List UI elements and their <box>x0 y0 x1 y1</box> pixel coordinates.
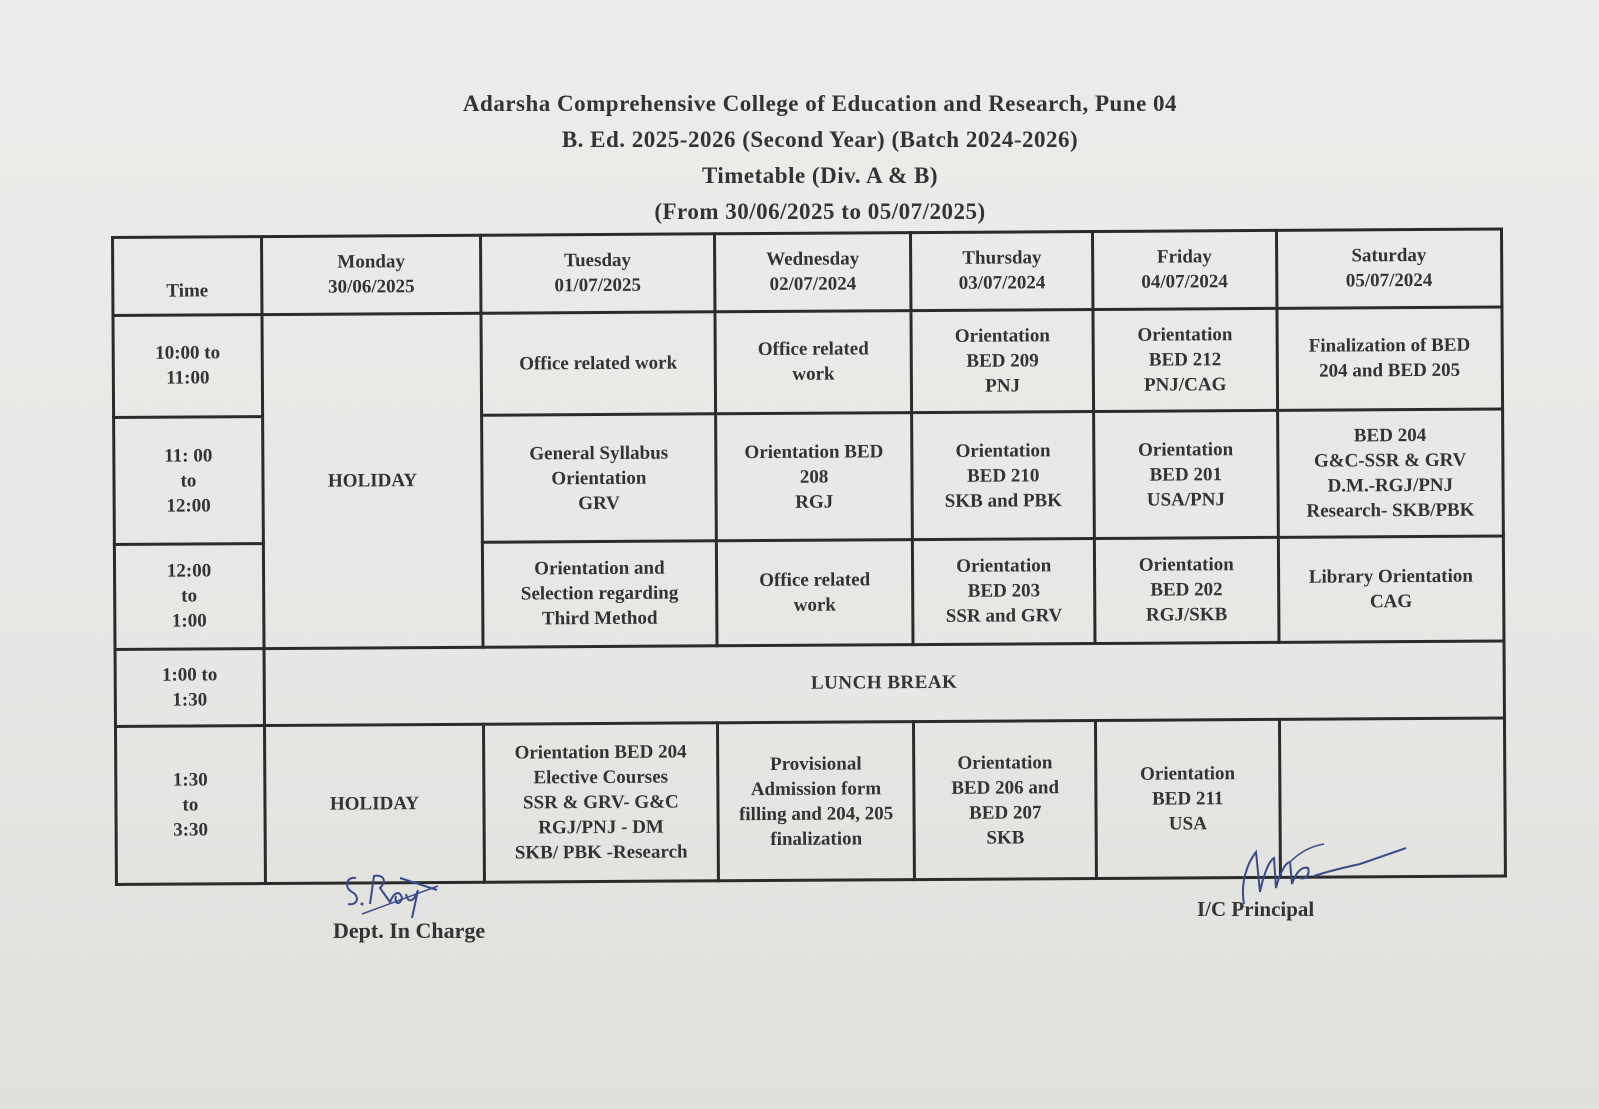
class-cell: Orientation BED 204 Elective Courses SSR & GRV- G&C RGJ/PNJ - DM SKB/ PBK -Research <box>484 723 718 882</box>
course-line: B. Ed. 2025-2026 (Second Year) (Batch 2024-2026) <box>561 127 1079 152</box>
principal-label: I/C Principal <box>1197 897 1315 921</box>
college-name: Adarsha Comprehensive College of Education and Research, Pune 04 <box>462 91 1178 116</box>
class-cell: Orientation BED 211 USA <box>1095 720 1280 879</box>
class-cell: Office related work <box>481 312 715 416</box>
class-cell: Finalization of BED 204 and BED 205 <box>1277 307 1503 411</box>
class-cell: Office related work <box>715 310 912 414</box>
time-cell: 1:00 to 1:30 <box>115 648 264 727</box>
class-cell: Orientation and Selection regarding Third Method <box>483 541 717 647</box>
lunch-row <box>115 640 1504 726</box>
class-cell: Provisional Admission form filling and 204, 205 finalization <box>717 722 915 881</box>
day-header: Saturday 05/07/2024 <box>1276 229 1502 308</box>
class-cell: Orientation BED 208 RGJ <box>715 413 913 541</box>
header-row <box>113 229 1502 315</box>
class-cell: Orientation BED 203 SSR and GRV <box>913 539 1095 645</box>
lunch-break-cell: LUNCH BREAK <box>264 640 1505 725</box>
day-header: Tuesday 01/07/2025 <box>481 234 715 313</box>
class-cell: Orientation BED 202 RGJ/SKB <box>1094 537 1278 643</box>
day-header: Wednesday 02/07/2024 <box>714 233 911 312</box>
dept-in-charge-label: Dept. In Charge <box>333 918 486 943</box>
timetable-title: Timetable (Div. A & B) <box>701 163 939 188</box>
principal-signature <box>1230 832 1420 922</box>
timetable <box>111 227 1507 885</box>
holiday-cell: HOLIDAY <box>262 313 483 648</box>
day-header: Thursday 03/07/2024 <box>911 232 1093 311</box>
time-cell: 12:00 to 1:00 <box>114 544 264 649</box>
class-cell: Library Orientation CAG <box>1278 536 1504 642</box>
table-row <box>113 307 1503 418</box>
day-header: Friday 04/07/2024 <box>1092 230 1276 309</box>
date-range: (From 30/06/2025 to 05/07/2025) <box>654 199 986 224</box>
dept-in-charge-signature <box>342 866 452 926</box>
time-cell: 11: 00 to 12:00 <box>114 417 264 545</box>
class-cell: Orientation BED 209 PNJ <box>911 309 1093 412</box>
class-cell: Orientation BED 206 and BED 207 SKB <box>914 721 1096 880</box>
class-cell: General Syllabus Orientation GRV <box>482 414 716 542</box>
class-cell: Orientation BED 212 PNJ/CAG <box>1093 308 1277 411</box>
holiday-cell: HOLIDAY <box>264 725 484 884</box>
time-cell: 1:30 to 3:30 <box>115 726 265 885</box>
day-header: Monday 30/06/2025 <box>261 235 481 314</box>
document-header <box>0 86 1599 230</box>
time-header: Time <box>113 237 262 316</box>
time-cell: 10:00 to 11:00 <box>113 314 263 417</box>
class-cell: Office related work <box>716 540 913 646</box>
class-cell: Orientation BED 210 SKB and PBK <box>912 412 1094 540</box>
class-cell: BED 204 G&C-SSR & GRV D.M.-RGJ/PNJ Research- SKB/PBK <box>1277 409 1503 537</box>
class-cell: Orientation BED 201 USA/PNJ <box>1094 411 1278 539</box>
